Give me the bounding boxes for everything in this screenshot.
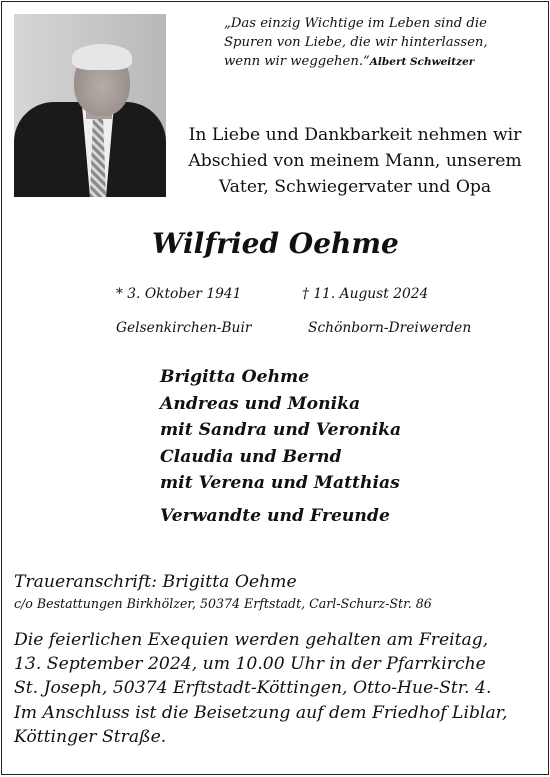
mourners-list (160, 364, 460, 529)
birth-date: * 3. Oktober 1941 (116, 286, 242, 302)
service-line: Im Anschluss ist die Beisetzung auf dem Friedhof Liblar, (14, 702, 508, 723)
intro-line: In Liebe und Dankbarkeit nehmen wir (188, 125, 522, 145)
mourner: mit Verena und Matthias (160, 473, 400, 493)
service-line: 13. September 2024, um 10.00 Uhr in der Pfarrkirche (14, 654, 486, 675)
intro-line: Abschied von meinem Mann, unserem (188, 151, 522, 171)
intro-text (178, 122, 532, 200)
service-line: Die feierlichen Exequien werden gehalten am Freitag, (14, 630, 489, 650)
quote-line: Spuren von Liebe, die wir hinterlassen, (224, 35, 488, 50)
portrait-photo (14, 14, 166, 197)
mourner: Claudia und Bernd (160, 446, 342, 467)
service-line: Köttinger Straße. (14, 726, 167, 747)
address-details: c/o Bestattungen Birkhölzer, 50374 Erftstadt, Carl-Schurz-Str. 86 (14, 596, 432, 611)
relatives-line: Verwandte und Freunde (160, 505, 390, 526)
service-line: St. Joseph, 50374 Erftstadt-Köttingen, Otto-Hue-Str. 4. (14, 678, 492, 699)
death-place: Schönborn-Dreiwerden (308, 320, 472, 336)
birth-place: Gelsenkirchen-Buir (116, 320, 252, 336)
quote-block (224, 14, 534, 72)
service-info (14, 628, 544, 749)
photo-hair (72, 44, 132, 70)
mourner: mit Sandra und Veronika (160, 420, 402, 440)
deceased-name: Wilfried Oehme (152, 227, 399, 260)
death-date: † 11. August 2024 (302, 286, 429, 302)
quote-line: „Das einzig Wichtige im Leben sind die (224, 16, 487, 31)
mourning-address (14, 570, 544, 614)
quote-line-text: wenn wir weggehen.“ (224, 54, 370, 69)
address-contact: Traueranschrift: Brigitta Oehme (14, 572, 297, 592)
quote-line (224, 52, 534, 72)
obituary-notice (1, 1, 549, 775)
mourner: Andreas und Monika (160, 393, 361, 414)
intro-line: Vater, Schwiegervater und Opa (218, 177, 492, 197)
quote-author: Albert Schweitzer (369, 56, 475, 68)
mourner: Brigitta Oehme (160, 367, 310, 387)
